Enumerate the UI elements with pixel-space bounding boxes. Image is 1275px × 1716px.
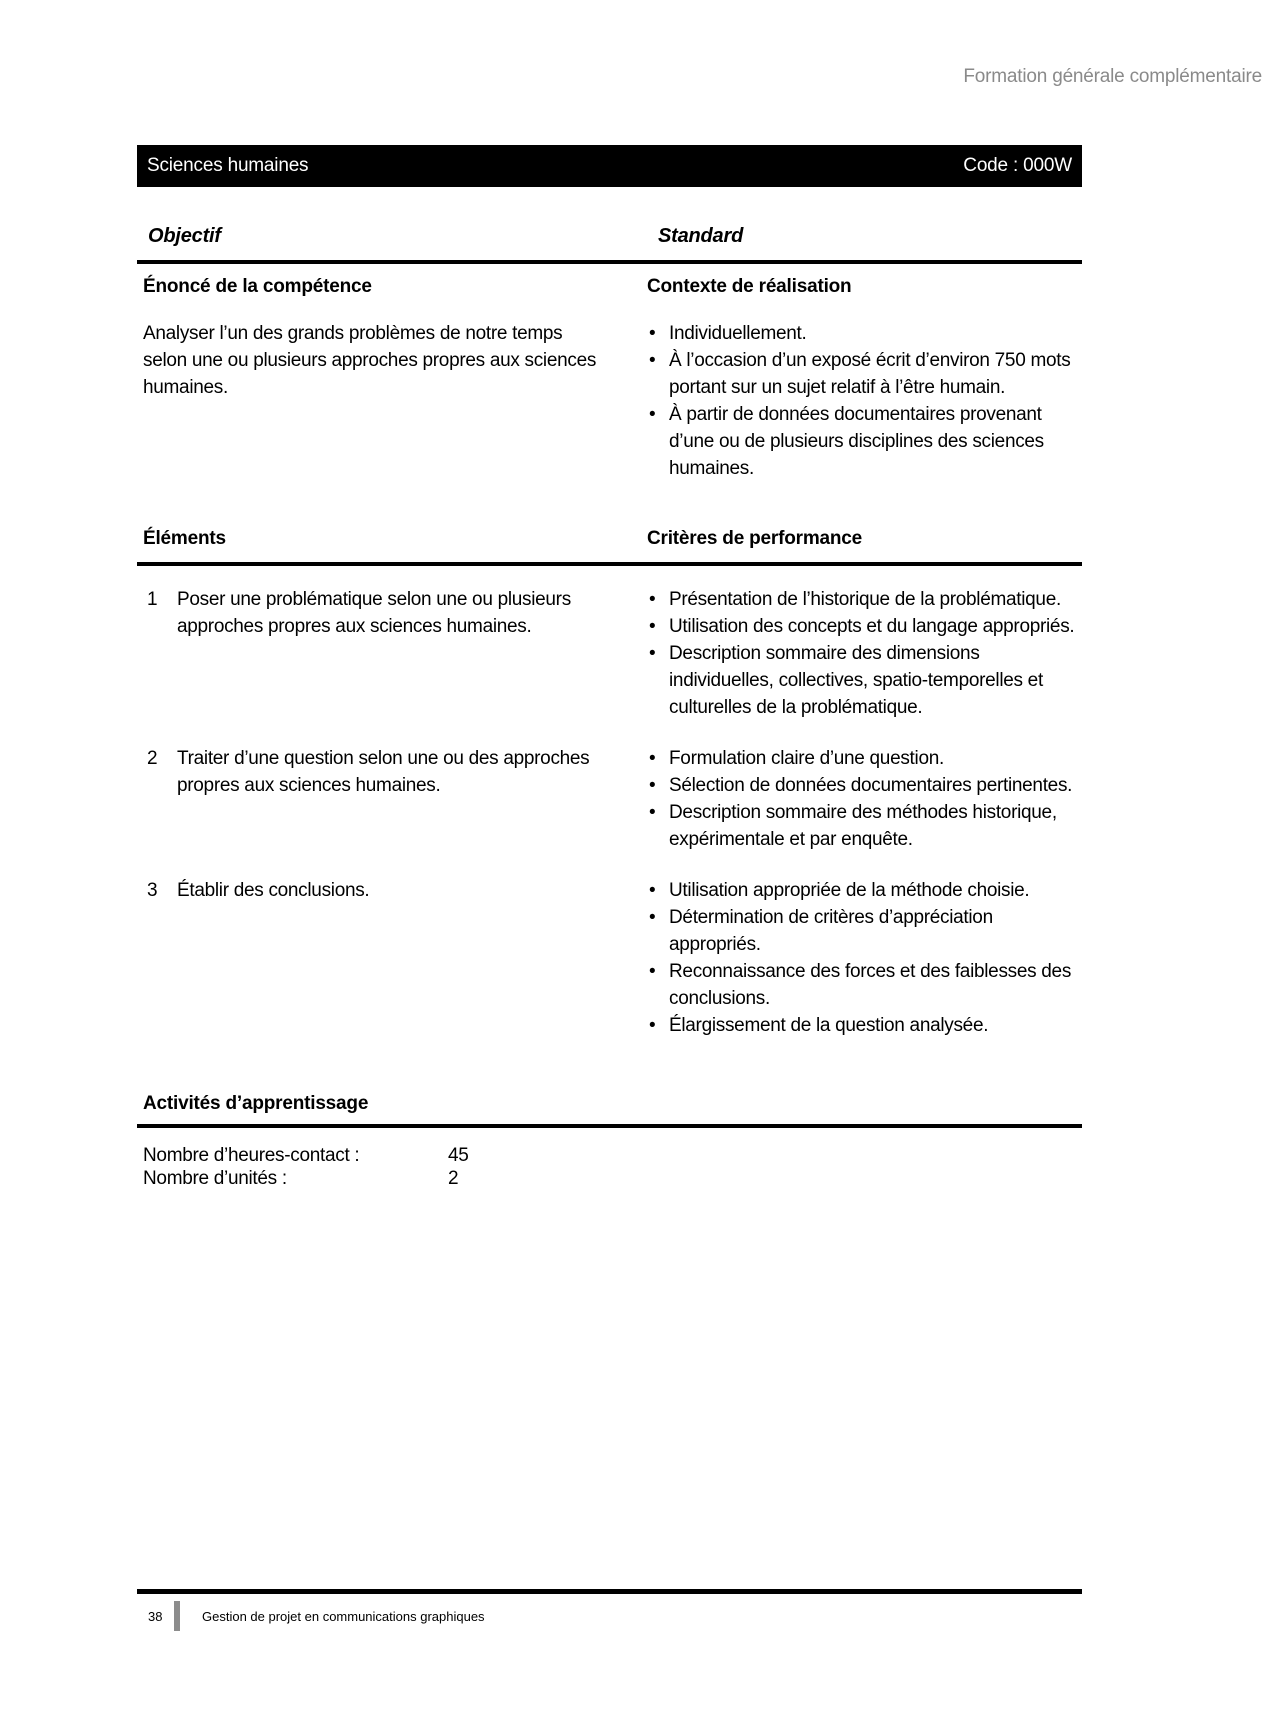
activities-heading: Activités d’apprentissage (143, 1093, 369, 1114)
divider (137, 260, 1082, 264)
field-row (143, 1167, 1082, 1190)
criteria-bullet: • Formulation claire d’une question. (647, 745, 1082, 772)
contexte-bullet-list (647, 320, 1082, 482)
footer-vertical-bar (174, 1601, 180, 1631)
footer-document-title: Gestion de projet en communications graphiques (202, 1608, 485, 1624)
activities-fields (137, 1144, 1082, 1190)
criteria-bullet: • Description sommaire des méthodes historique, expérimentale et par enquête. (647, 799, 1082, 853)
element-row (137, 745, 1082, 853)
section-title-bar (137, 145, 1082, 187)
element-item (137, 745, 647, 853)
page-footer (137, 1589, 1082, 1631)
element-row (137, 586, 1082, 721)
element-text: Poser une problématique selon une ou plusieurs approches propres aux sciences humaines. (177, 589, 571, 637)
criteria-bullet: • Présentation de l’historique de la problématique. (647, 586, 1082, 613)
competence-headers (137, 276, 1082, 298)
footer-row (137, 1601, 1082, 1631)
running-header-text: Formation générale complémentaire (963, 66, 1262, 87)
field-value: 45 (448, 1145, 469, 1166)
field-row (143, 1144, 1082, 1167)
field-value: 2 (448, 1168, 459, 1189)
criteria-bullet: • Élargissement de la question analysée. (647, 1012, 1082, 1039)
criteria-bullet: • Utilisation appropriée de la méthode choisie. (647, 877, 1082, 904)
criteria-bullet: • Reconnaissance des forces et des faiblesses des conclusions. (647, 958, 1082, 1012)
element-number: 2 (147, 748, 158, 769)
criteria-bullet-list (647, 586, 1082, 721)
criteria-bullet: • Sélection de données documentaires pertinentes. (647, 772, 1082, 799)
context-bullet: • Individuellement. (647, 320, 1082, 347)
element-text: Traiter d’une question selon une ou des approches propres aux sciences humaines. (177, 748, 590, 796)
criteria-bullet-list (647, 745, 1082, 853)
standard-header: Standard (658, 225, 744, 247)
criteria-bullet-list (647, 877, 1082, 1039)
divider (137, 1124, 1082, 1128)
criteria-bullet: • Description sommaire des dimensions individuelles, collectives, spatio-temporelles et culturelles de la problématique. (647, 640, 1082, 721)
element-number: 3 (147, 880, 158, 901)
context-bullet: • À l’occasion d’un exposé écrit d’environ 750 mots portant sur un sujet relatif à l’être humain. (647, 347, 1082, 401)
footer-divider (137, 1589, 1082, 1594)
element-text: Établir des conclusions. (177, 880, 370, 901)
elements-heading: Éléments (143, 528, 226, 549)
running-header (0, 66, 1275, 88)
course-code: Code : 000W (963, 155, 1072, 176)
competence-text: Analyser l’un des grands problèmes de notre temps selon une ou plusieurs approches propres aux sciences humaines. (143, 323, 597, 398)
context-bullet: • À partir de données documentaires provenant d’une ou de plusieurs disciplines des sciences humaines. (647, 401, 1082, 482)
page-content (137, 145, 1082, 1190)
field-label: Nombre d’heures-contact : (143, 1145, 360, 1166)
document-page (0, 66, 1275, 1716)
element-item (137, 586, 647, 721)
enonce-heading: Énoncé de la compétence (143, 276, 372, 297)
criteres-heading: Critères de performance (647, 528, 863, 549)
elements-headers (137, 528, 1082, 550)
criteria-bullet: • Détermination de critères d’appréciation appropriés. (647, 904, 1082, 958)
element-number: 1 (147, 589, 158, 610)
field-label: Nombre d’unités : (143, 1168, 287, 1189)
objectif-header: Objectif (148, 225, 221, 247)
page-number: 38 (148, 1608, 163, 1624)
element-row (137, 877, 1082, 1039)
objectif-standard-headers (137, 225, 1082, 248)
course-title: Sciences humaines (147, 155, 309, 176)
criteria-bullet: • Utilisation des concepts et du langage appropriés. (647, 613, 1082, 640)
competence-content (137, 320, 1082, 482)
divider (137, 562, 1082, 566)
element-item (137, 877, 647, 1039)
contexte-heading: Contexte de réalisation (647, 276, 852, 297)
